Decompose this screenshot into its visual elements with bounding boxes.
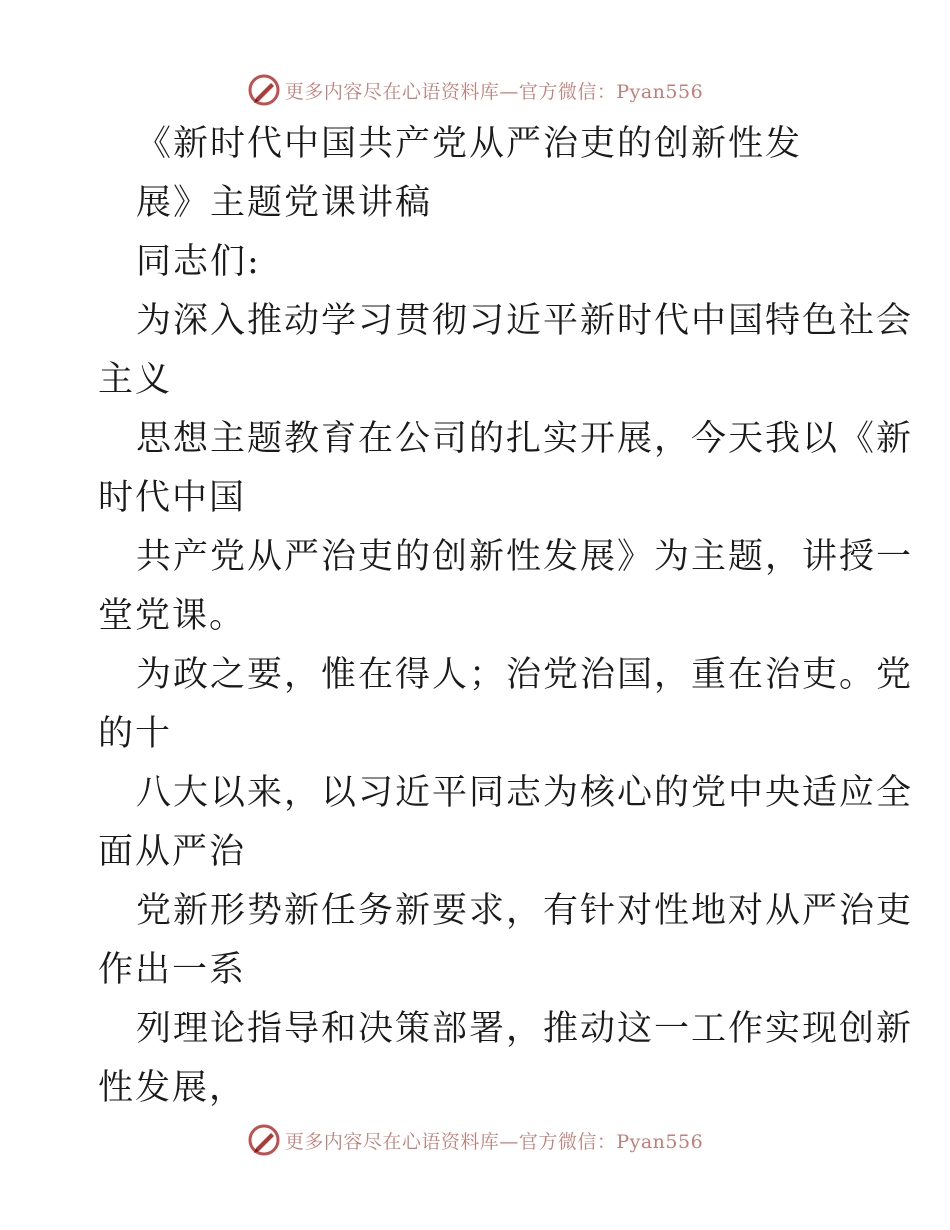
paragraph-line: 为深入推动学习贯彻习近平新时代中国特色社会	[136, 301, 914, 341]
pen-logo-icon	[247, 1123, 281, 1157]
paragraph-line: 主义	[98, 360, 173, 400]
paragraph-line: 党新形势新任务新要求，有针对性地对从严治吏	[136, 891, 914, 931]
footer-watermark-banner	[0, 1120, 950, 1160]
pen-logo-icon	[247, 73, 281, 107]
paragraph-line: 堂党课。	[98, 596, 247, 636]
document-title-line-2: 展》主题党课讲稿	[136, 183, 433, 223]
footer-watermark-text: 更多内容尽在心语资料库—官方微信：Pyan556	[284, 1130, 704, 1153]
paragraph-line: 性发展，	[98, 1068, 247, 1108]
paragraph-line: 作出一系	[98, 950, 247, 990]
paragraph-line: 列理论指导和决策部署，推动这一工作实现创新	[136, 1009, 914, 1049]
paragraph-line: 时代中国	[98, 478, 247, 518]
paragraph-line: 面从严治	[98, 832, 247, 872]
paragraph-line: 为政之要，惟在得人；治党治国，重在治吏。党	[136, 655, 914, 695]
paragraph-line: 八大以来，以习近平同志为核心的党中央适应全	[136, 773, 914, 813]
header-watermark-text: 更多内容尽在心语资料库—官方微信：Pyan556	[284, 80, 704, 103]
salutation: 同志们:	[136, 242, 261, 282]
paragraph-line: 共产党从严治吏的创新性发展》为主题，讲授一	[136, 537, 914, 577]
document-title-line-1: 《新时代中国共产党从严治吏的创新性发	[136, 124, 803, 164]
header-watermark-banner	[0, 70, 950, 110]
document-body	[98, 115, 914, 1118]
paragraph-line: 的十	[98, 714, 173, 754]
paragraph-line: 思想主题教育在公司的扎实开展，今天我以《新	[136, 419, 914, 459]
